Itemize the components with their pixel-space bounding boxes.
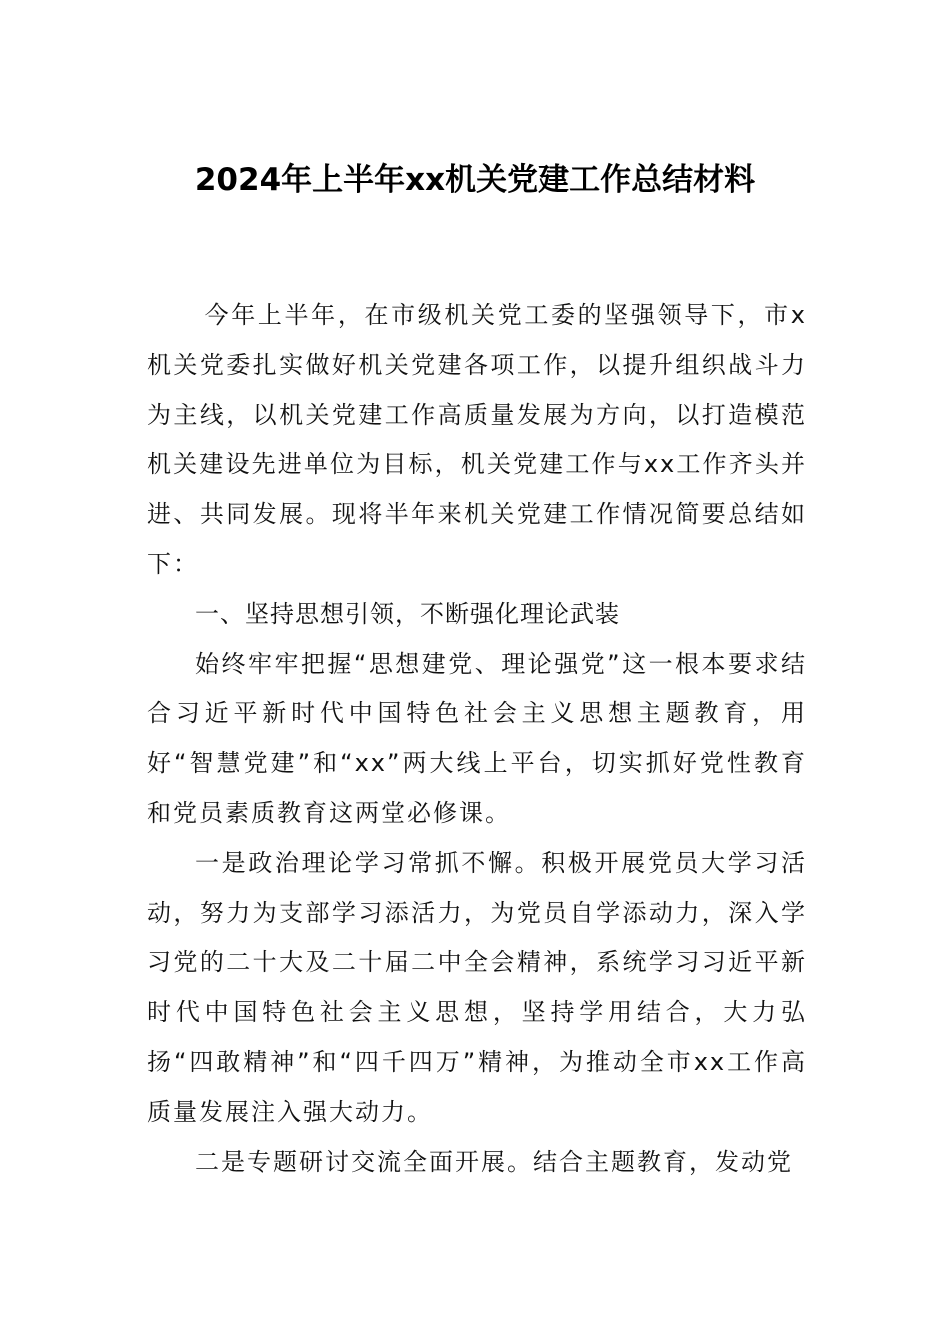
section-heading: 一、坚持思想引领，不断强化理论武装 [195,599,620,628]
document-title: 2024年上半年xx机关党建工作总结材料 [194,162,756,198]
point-paragraph-2: 二是专题研讨交流全面开展。结合主题教育，发动党 [195,1147,793,1176]
point-paragraph-1: 一是政治理论学习常抓不懈。积极开展党员大学习活动，努力为支部学习添活力，为党员自学添动力，深入学习党的二十大及二十届二中全会精神，系统学习习近平新时代中国特色社会主义思想，坚持学用结合，大力弘扬“四敢精神”和“四千四万”精神，为推动全市xx工作高质量发展注入强大动力。 [147,848,807,1126]
section-paragraph: 始终牢牢把握“思想建党、理论强党”这一根本要求结合习近平新时代中国特色社会主义思想主题教育，用好“智慧党建”和“xx”两大线上平台，切实抓好党性教育和党员素质教育这两堂必修课。 [147,649,807,827]
intro-paragraph: 今年上半年，在市级机关党工委的坚强领导下，市x机关党委扎实做好机关党建各项工作，以提升组织战斗力为主线，以机关党建工作高质量发展为方向，以打造模范机关建设先进单位为目标，机关党建工作与xx工作齐头并进、共同发展。现将半年来机关党建工作情况简要总结如下： [147,301,807,578]
document-body [147,291,807,1187]
